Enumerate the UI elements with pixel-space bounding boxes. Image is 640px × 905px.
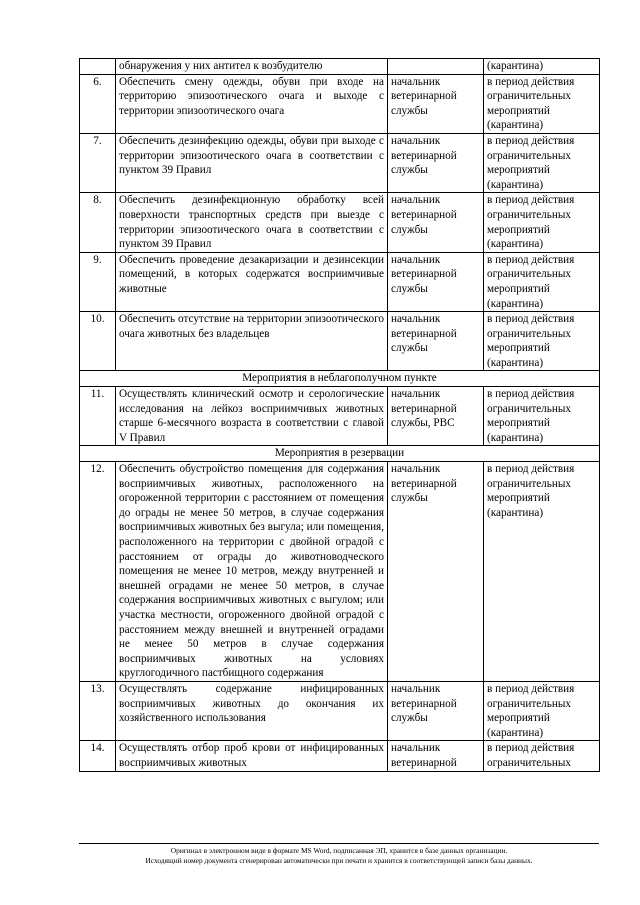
measure-text: Обеспечить обустройство помещения для содержания восприимчивых животных, расположенного на огороженной территории с расстоянием от помещения до ограды не менее 50 метров, в случае содержания восприимчивых животных без выгула; или помещения, расположенного на территории с двойной оградой с расстоянием от ограды до животноводческого помещения не менее 10 метров, между внутренней и внешней оградами не менее 50 метров, в случае содержания восприимчивых животных с выгулом; или участка местности, огороженного двойной оградой с расстоянием между внешней и внутренней оградами не менее 50 метров в случае содержания восприимчивых животных на условиях круглогодичного пастбищного содержания bbox=[116, 462, 388, 682]
section-header-row bbox=[80, 446, 600, 462]
row-number bbox=[80, 59, 116, 75]
row-number: 12. bbox=[80, 462, 116, 682]
table-row bbox=[80, 59, 600, 75]
execution-period: в период действия ограничительных мероприятий (карантина) bbox=[484, 462, 600, 682]
responsible-party: начальник ветеринарной службы bbox=[388, 133, 484, 192]
responsible-party: начальник ветеринарной службы bbox=[388, 252, 484, 311]
table-row bbox=[80, 387, 600, 446]
row-number: 14. bbox=[80, 741, 116, 771]
measure-text: Осуществлять клинический осмотр и серологические исследования на лейкоз восприимчивых животных старше 6-месячного возраста в соответствии с главой V Правил bbox=[116, 387, 388, 446]
responsible-party: начальник ветеринарной службы bbox=[388, 74, 484, 133]
row-number: 9. bbox=[80, 252, 116, 311]
table-row bbox=[80, 74, 600, 133]
execution-period: в период действия ограничительных мероприятий (карантина) bbox=[484, 74, 600, 133]
row-number: 6. bbox=[80, 74, 116, 133]
measure-text: Обеспечить смену одежды, обуви при входе на территорию эпизоотического очага и выходе с территории эпизоотического очага bbox=[116, 74, 388, 133]
section-header-row bbox=[80, 371, 600, 387]
responsible-party: начальник ветеринарной службы bbox=[388, 462, 484, 682]
table-row bbox=[80, 312, 600, 371]
measure-text: Осуществлять отбор проб крови от инфицированных восприимчивых животных bbox=[116, 741, 388, 771]
measures-table-body bbox=[80, 59, 600, 772]
document-footer bbox=[79, 843, 599, 866]
execution-period: (карантина) bbox=[484, 59, 600, 75]
table-row bbox=[80, 462, 600, 682]
measure-text: Обеспечить проведение дезакаризации и дезинсекции помещений, в которых содержатся восприимчивые животные bbox=[116, 252, 388, 311]
row-number: 7. bbox=[80, 133, 116, 192]
table-row bbox=[80, 681, 600, 740]
execution-period: в период действия ограничительных мероприятий (карантина) bbox=[484, 193, 600, 252]
table-row bbox=[80, 133, 600, 192]
execution-period: в период действия ограничительных мероприятий (карантина) bbox=[484, 312, 600, 371]
section-title: Мероприятия в резервации bbox=[80, 446, 600, 462]
table-row bbox=[80, 193, 600, 252]
responsible-party: начальник ветеринарной службы bbox=[388, 312, 484, 371]
row-number: 13. bbox=[80, 681, 116, 740]
measure-text: обнаружения у них антител к возбудителю bbox=[116, 59, 388, 75]
responsible-party bbox=[388, 59, 484, 75]
execution-period: в период действия ограничительных мероприятий (карантина) bbox=[484, 252, 600, 311]
table-row bbox=[80, 741, 600, 771]
responsible-party: начальник ветеринарной службы, РВС bbox=[388, 387, 484, 446]
measures-table bbox=[79, 58, 600, 772]
responsible-party: начальник ветеринарной службы bbox=[388, 681, 484, 740]
footer-line-1: Оригинал в электронном виде в формате MS Word, подписанная ЭП, хранится в базе данных организации. bbox=[170, 846, 508, 855]
measure-text: Обеспечить дезинфекционную обработку всей поверхности транспортных средств при выезде с территории эпизоотического очага в соответствии с пунктом 39 Правил bbox=[116, 193, 388, 252]
measure-text: Обеспечить отсутствие на территории эпизоотического очага животных без владельцев bbox=[116, 312, 388, 371]
row-number: 11. bbox=[80, 387, 116, 446]
section-title: Мероприятия в неблагополучном пункте bbox=[80, 371, 600, 387]
measure-text: Осуществлять содержание инфицированных восприимчивых животных до окончания их хозяйственного использования bbox=[116, 681, 388, 740]
responsible-party: начальник ветеринарной службы bbox=[388, 193, 484, 252]
measure-text: Обеспечить дезинфекцию одежды, обуви при выходе с территории эпизоотического очага в соответствии с пунктом 39 Правил bbox=[116, 133, 388, 192]
row-number: 10. bbox=[80, 312, 116, 371]
execution-period: в период действия ограничительных мероприятий (карантина) bbox=[484, 681, 600, 740]
footer-line-2: Исходящий номер документа сгенерирован автоматически при печати и хранится в соответствующей записи базы данных. bbox=[145, 856, 533, 865]
row-number: 8. bbox=[80, 193, 116, 252]
execution-period: в период действия ограничительных мероприятий (карантина) bbox=[484, 133, 600, 192]
execution-period: в период действия ограничительных bbox=[484, 741, 600, 771]
responsible-party: начальник ветеринарной bbox=[388, 741, 484, 771]
table-row bbox=[80, 252, 600, 311]
execution-period: в период действия ограничительных мероприятий (карантина) bbox=[484, 387, 600, 446]
